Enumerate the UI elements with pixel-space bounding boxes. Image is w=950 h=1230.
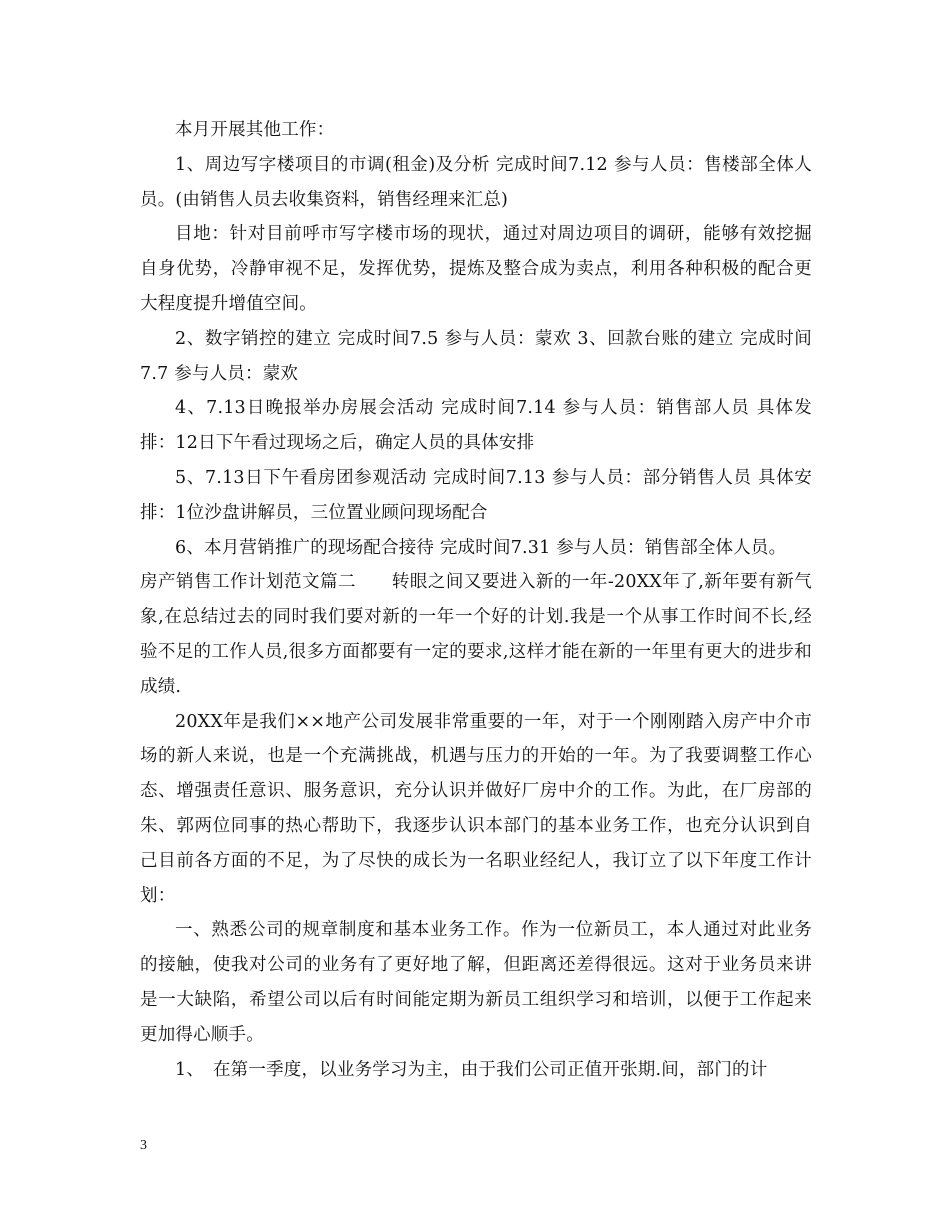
- paragraph-items-2-3: 2、数字销控的建立 完成时间7.5 参与人员：蒙欢 3、回款台账的建立 完成时间7.7 参与人员：蒙欢: [140, 328, 812, 384]
- page-number: 3: [140, 1138, 147, 1153]
- paragraph-section-one: 一、熟悉公司的规章制度和基本业务工作。作为一位新员工，本人通过对此业务的接触，使我对公司的业务有了更好地了解，但距离还差得很远。这对于业务员来讲是一大缺陷，希望公司以后有时间能定期为新员工组织学习和培训，以便于工作起来更加得心顺手。: [140, 920, 812, 1045]
- paragraph-item-4: 4、7.13日晚报举办房展会活动 完成时间7.14 参与人员：销售部人员 具体发排：12日下午看过现场之后，确定人员的具体安排: [140, 398, 812, 454]
- paragraph-item-6: 6、本月营销推广的现场配合接待 完成时间7.31 参与人员：销售部全体人员。: [175, 537, 787, 558]
- paragraph-item-5: 5、7.13日下午看房团参观活动 完成时间7.13 参与人员：部分销售人员 具体安排：1位沙盘讲解员，三位置业顾问现场配合: [140, 467, 812, 523]
- paragraph-objective: 目地：针对目前呼市写字楼市场的现状，通过对周边项目的调研，能够有效挖掘自身优势，冷静审视不足，发挥优势，提炼及整合成为卖点，利用各种积极的配合更大程度提升增值空间。: [140, 224, 812, 314]
- paragraph-other-work-heading: 本月开展其他工作：: [175, 120, 335, 140]
- document-body: [140, 113, 812, 1087]
- paragraph-first-quarter: 1、 在第一季度，以业务学习为主，由于我们公司正值开张期.间，部门的计: [175, 1059, 768, 1080]
- paragraph-item-1-market-survey: 1、周边写字楼项目的市调(租金)及分析 完成时间7.12 参与人员：售楼部全体人员。(由销售人员去收集资料，销售经理来汇总): [140, 154, 812, 210]
- paragraph-year-overview: 20XX年是我们××地产公司发展非常重要的一年，对于一个刚刚踏入房产中介市场的新人来说，也是一个充满挑战，机遇与压力的开始的一年。为了我要调整工作心态、增强责任意识、服务意识，充分认识并做好厂房中介的工作。为此，在厂房部的朱、郭两位同事的热心帮助下，我逐步认识本部门的基本业务工作，也充分认识到自己目前各方面的不足，为了尽快的成长为一名职业经纪人，我订立了以下年度工作计划：: [140, 711, 812, 906]
- paragraph-sample-two-intro: 房产销售工作计划范文篇二 转眼之间又要进入新的一年-20XX年了,新年要有新气象,在总结过去的同时我们要对新的一年一个好的计划.我是一个从事工作时间不长,经验不足的工作人员,很多方面都要有一定的要求,这样才能在新的一年里有更大的进步和成绩.: [140, 572, 812, 697]
